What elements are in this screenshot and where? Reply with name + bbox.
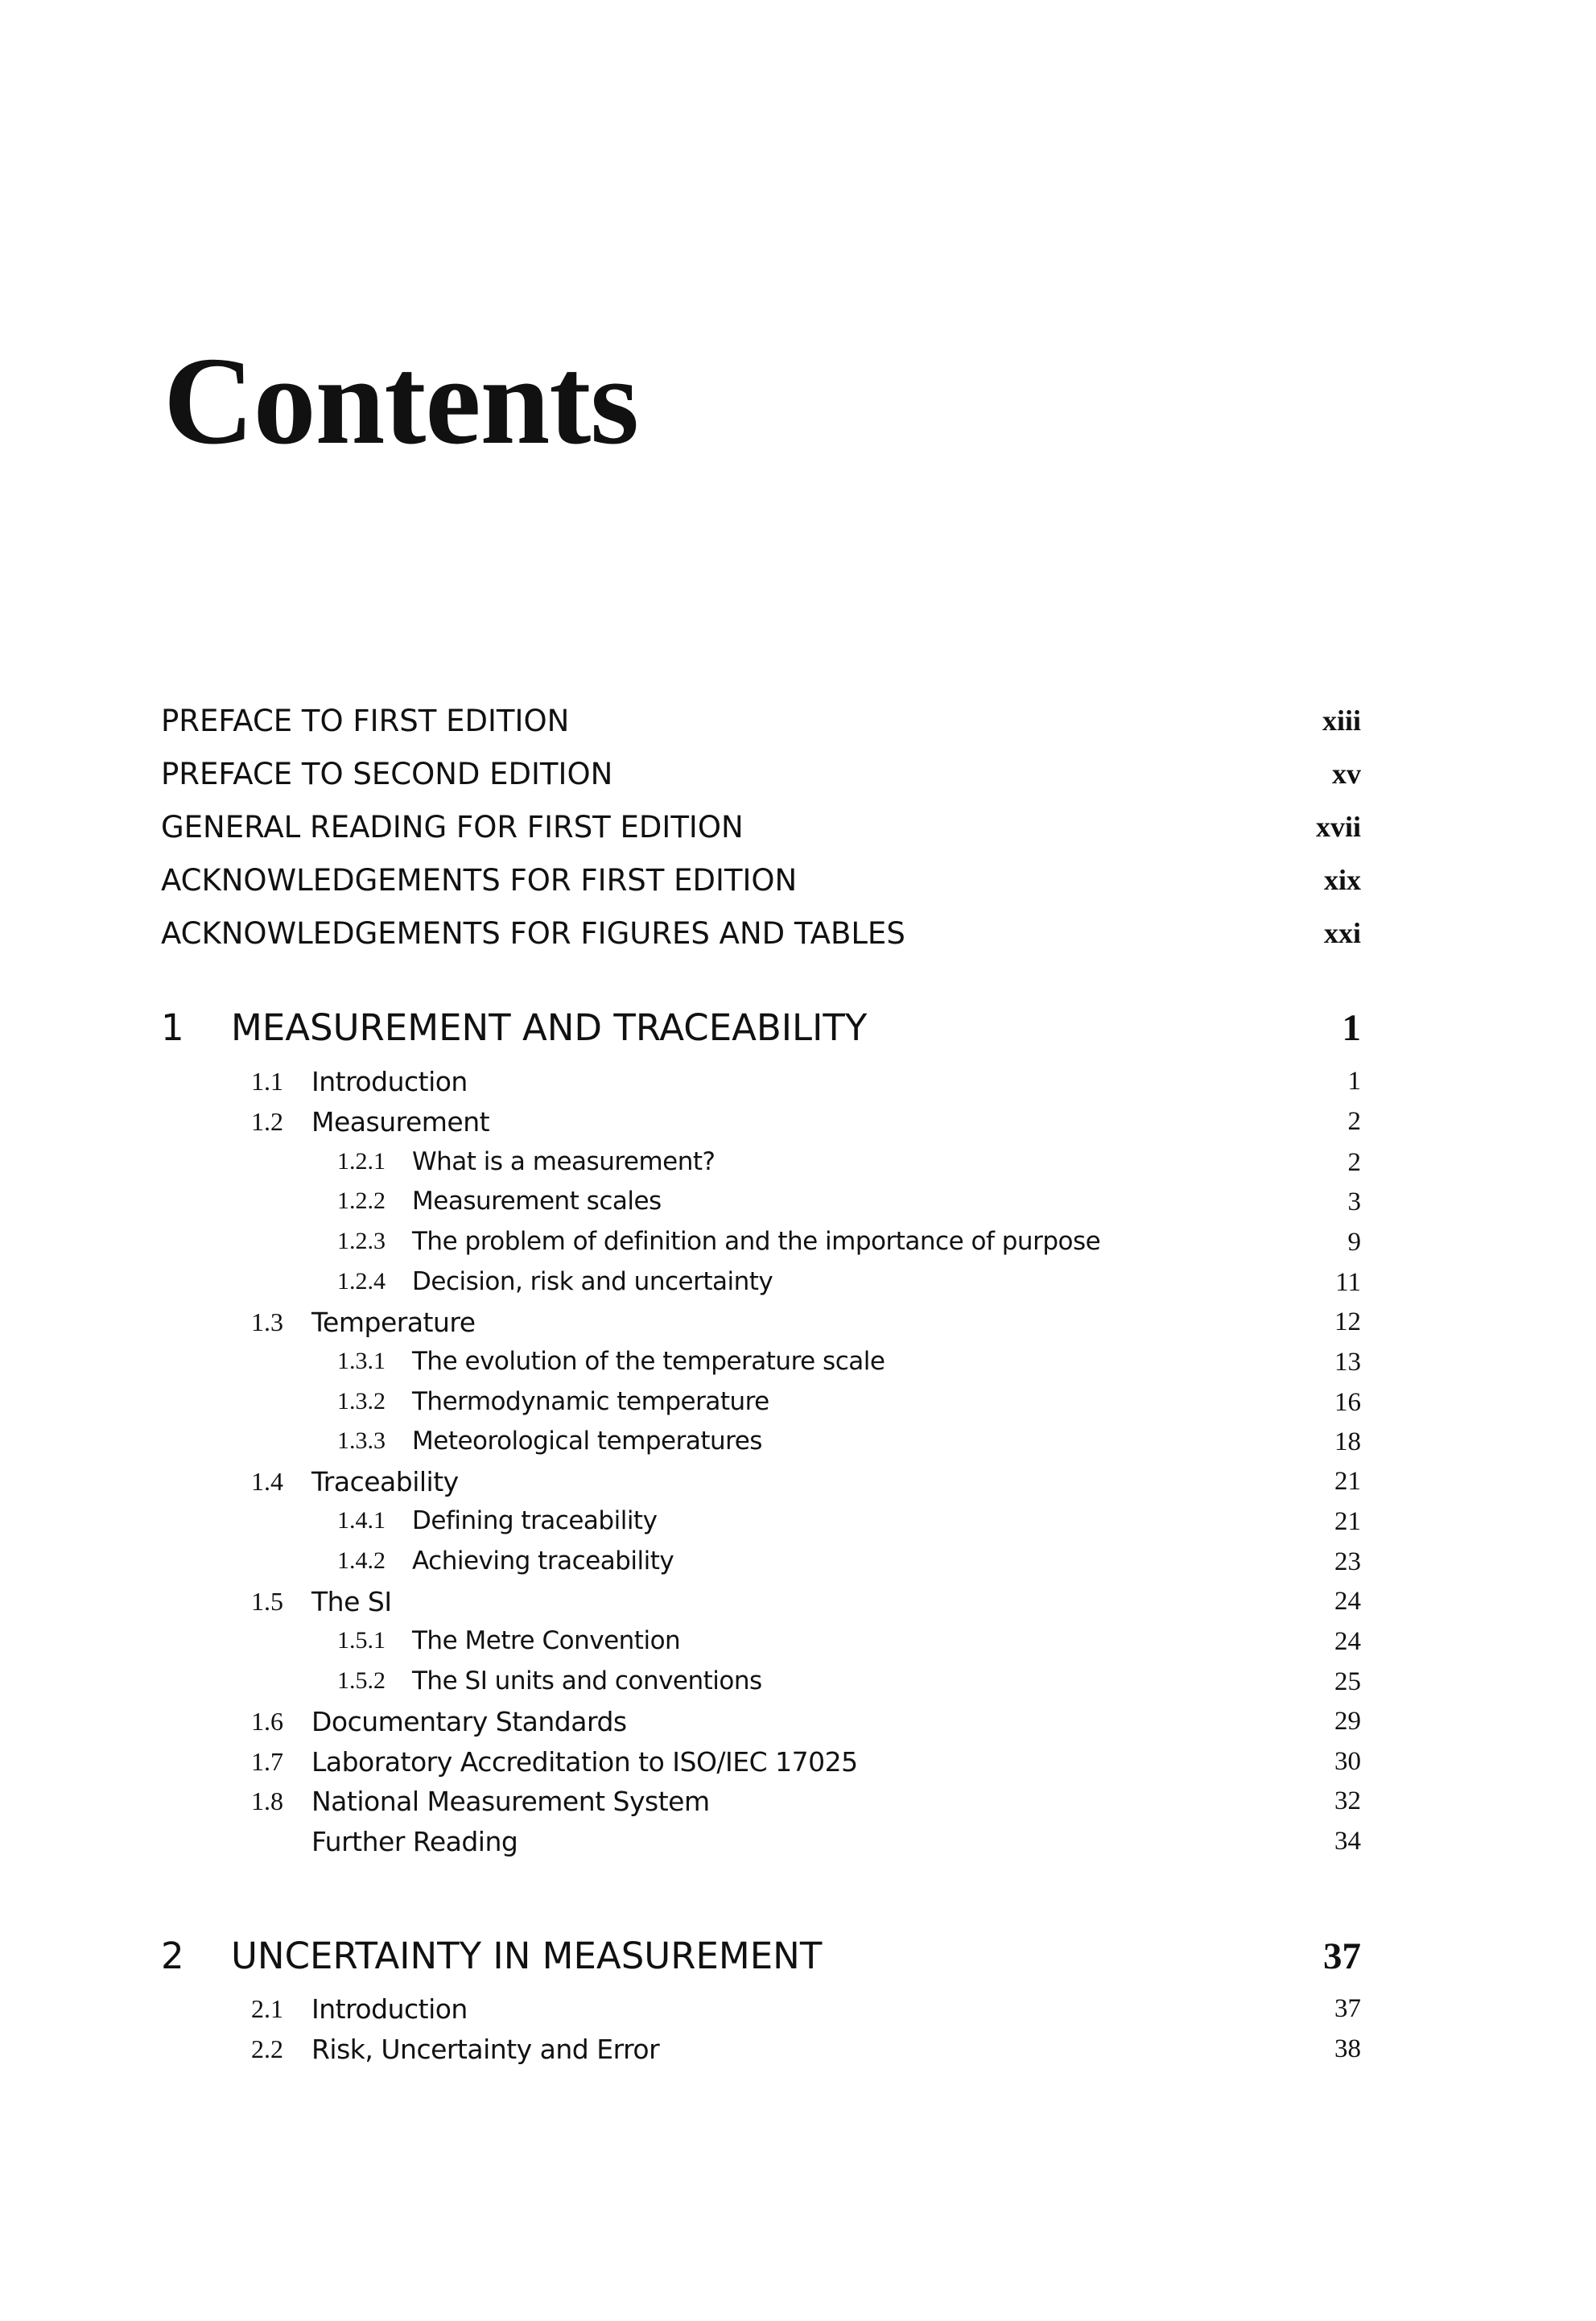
chapter-page: 37 (1323, 1935, 1361, 1977)
section-title[interactable]: Traceability (311, 1466, 459, 1497)
front-matter-title[interactable]: GENERAL READING FOR FIRST EDITION (161, 810, 744, 845)
section-title[interactable]: Introduction (311, 1993, 468, 2025)
subsection-number: 1.3.2 (337, 1388, 386, 1414)
subsection-title[interactable]: The problem of definition and the importance of purpose (412, 1227, 1101, 1256)
front-matter-title[interactable]: PREFACE TO SECOND EDITION (161, 757, 613, 791)
section-page: 37 (1334, 1994, 1361, 2023)
section-number: 1.8 (251, 1786, 283, 1815)
section-title[interactable]: The SI (311, 1586, 392, 1617)
subsection-title[interactable]: Defining traceability (412, 1506, 658, 1535)
subsection-number: 1.2.3 (337, 1228, 386, 1254)
front-matter-page: xiii (1322, 704, 1361, 737)
page-title: Contents (163, 331, 639, 470)
further-reading-title[interactable]: Further Reading (311, 1826, 518, 1857)
subsection-title[interactable]: Measurement scales (412, 1187, 662, 1216)
section-number: 1.1 (251, 1067, 283, 1096)
subsection-page: 23 (1334, 1547, 1361, 1576)
subsection-title[interactable]: What is a measurement? (412, 1147, 716, 1176)
further-reading-page: 34 (1334, 1827, 1361, 1856)
front-matter-page: xv (1332, 758, 1361, 790)
subsection-title[interactable]: The SI units and conventions (412, 1666, 762, 1695)
subsection-number: 1.4.1 (337, 1507, 386, 1534)
subsection-page: 3 (1347, 1187, 1361, 1216)
section-title[interactable]: Measurement (311, 1106, 490, 1138)
section-number: 1.4 (251, 1467, 283, 1496)
section-title[interactable]: Temperature (311, 1307, 476, 1338)
subsection-page: 2 (1347, 1148, 1361, 1177)
front-matter-page: xxi (1323, 917, 1361, 949)
subsection-title[interactable]: Decision, risk and uncertainty (412, 1267, 773, 1296)
subsection-page: 24 (1334, 1627, 1361, 1656)
chapter-number: 1 (161, 1006, 184, 1049)
subsection-title[interactable]: Achieving traceability (412, 1547, 674, 1576)
section-page: 38 (1334, 2034, 1361, 2063)
subsection-number: 1.2.4 (337, 1268, 386, 1295)
section-number: 1.7 (251, 1747, 283, 1776)
section-page: 12 (1334, 1307, 1361, 1336)
section-number: 2.1 (251, 1994, 283, 2023)
subsection-page: 16 (1334, 1388, 1361, 1417)
front-matter-title[interactable]: PREFACE TO FIRST EDITION (161, 704, 570, 738)
subsection-number: 1.4.2 (337, 1547, 386, 1574)
section-number: 1.5 (251, 1587, 283, 1616)
section-number: 1.3 (251, 1307, 283, 1336)
subsection-number: 1.5.2 (337, 1667, 386, 1694)
subsection-number: 1.3.1 (337, 1348, 386, 1374)
subsection-page: 18 (1334, 1427, 1361, 1456)
subsection-number: 1.2.1 (337, 1148, 386, 1175)
subsection-page: 11 (1335, 1268, 1361, 1297)
section-number: 1.2 (251, 1107, 283, 1136)
subsection-title[interactable]: The Metre Convention (412, 1626, 681, 1655)
section-page: 29 (1334, 1707, 1361, 1736)
front-matter-page: xvii (1315, 811, 1361, 843)
subsection-page: 9 (1347, 1228, 1361, 1257)
section-title[interactable]: Introduction (311, 1066, 468, 1097)
chapter-number: 2 (161, 1935, 184, 1977)
chapter-title[interactable]: UNCERTAINTY IN MEASUREMENT (231, 1935, 823, 1977)
subsection-number: 1.3.3 (337, 1427, 386, 1454)
section-title[interactable]: Laboratory Accreditation to ISO/IEC 17025 (311, 1746, 858, 1778)
subsection-number: 1.2.2 (337, 1187, 386, 1214)
front-matter-title[interactable]: ACKNOWLEDGEMENTS FOR FIGURES AND TABLES (161, 916, 905, 951)
section-page: 30 (1334, 1747, 1361, 1776)
section-page: 1 (1347, 1067, 1361, 1096)
front-matter-title[interactable]: ACKNOWLEDGEMENTS FOR FIRST EDITION (161, 863, 798, 898)
subsection-title[interactable]: Thermodynamic temperature (412, 1387, 769, 1416)
section-number: 2.2 (251, 2034, 283, 2063)
chapter-page: 1 (1342, 1007, 1361, 1049)
section-page: 2 (1347, 1107, 1361, 1136)
section-title[interactable]: Risk, Uncertainty and Error (311, 2034, 660, 2065)
chapter-title[interactable]: MEASUREMENT AND TRACEABILITY (231, 1006, 868, 1049)
section-page: 32 (1334, 1786, 1361, 1815)
subsection-page: 13 (1334, 1348, 1361, 1377)
section-page: 24 (1334, 1587, 1361, 1616)
subsection-title[interactable]: The evolution of the temperature scale (412, 1347, 885, 1376)
front-matter-page: xix (1323, 864, 1361, 896)
section-number: 1.6 (251, 1707, 283, 1736)
section-page: 21 (1334, 1467, 1361, 1496)
subsection-number: 1.5.1 (337, 1627, 386, 1654)
section-title[interactable]: Documentary Standards (311, 1706, 627, 1737)
subsection-title[interactable]: Meteorological temperatures (412, 1427, 762, 1456)
subsection-page: 21 (1334, 1507, 1361, 1536)
subsection-page: 25 (1334, 1667, 1361, 1696)
section-title[interactable]: National Measurement System (311, 1786, 710, 1817)
